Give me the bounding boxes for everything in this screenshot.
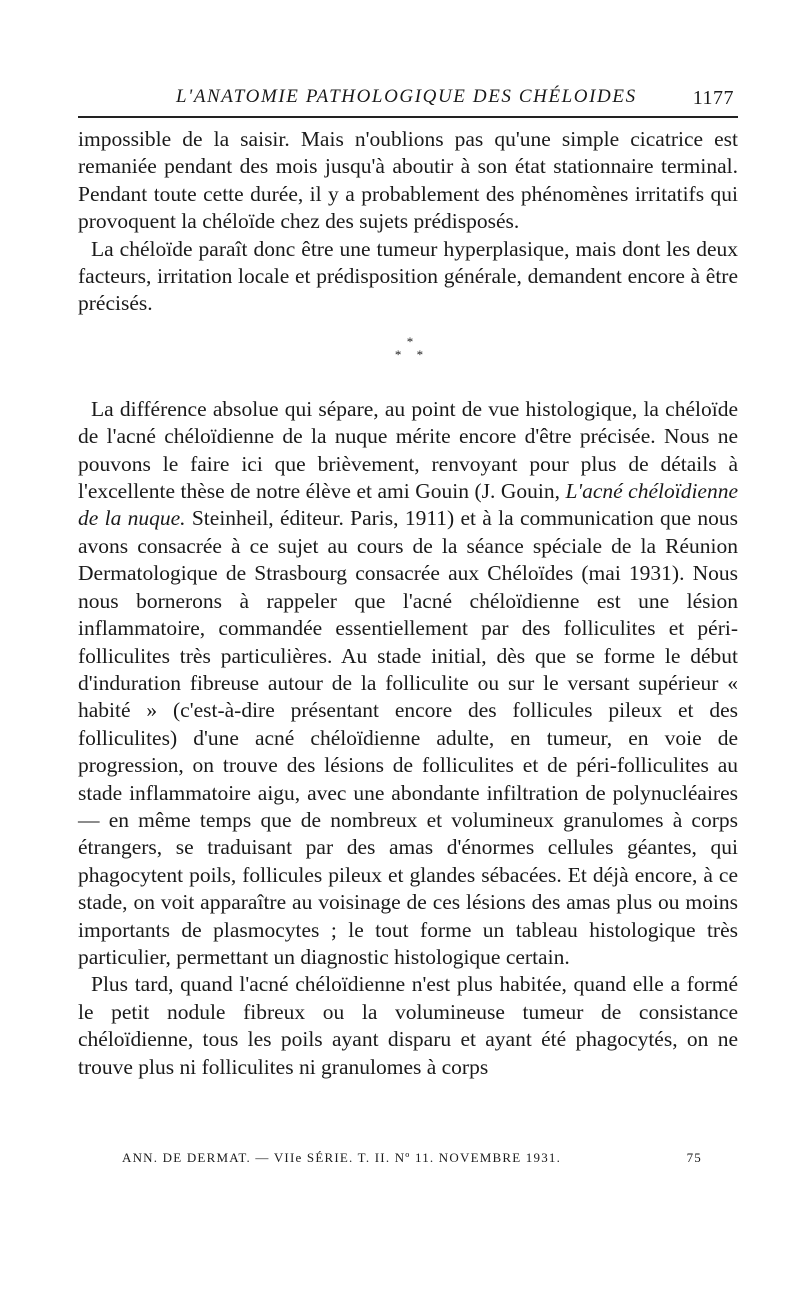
journal-reference: ANN. DE DERMAT. — VIIe SÉRIE. T. II. Nº 11. NOVEMBRE 1931.: [122, 1150, 562, 1165]
asterism-top: *: [406, 333, 414, 349]
body-text: [78, 126, 738, 1081]
asterism-bottom: * *: [394, 346, 430, 362]
page-number: 1177: [692, 87, 734, 109]
running-title: L'ANATOMIE PATHOLOGIQUE DES CHÉLOIDES: [176, 86, 637, 107]
paragraph: [78, 396, 738, 972]
paragraph: La chéloïde paraît donc être une tumeur hyperplasique, mais dont les deux facteurs, irritation locale et prédisposition générale, demandent encore à être précisés.: [78, 236, 738, 316]
cited-title: L'acné chéloïdienne de la nuque.: [78, 479, 738, 531]
running-head: [78, 86, 738, 112]
paragraph-text: Steinheil, éditeur. Paris, 1911) et à la communication que nous avons consacrée à ce sujet au cours de la séance spéciale de la Réunion Dermatologique de Strasbourg consacrée aux Chéloïdes (mai 1931). Nous nous bornerons à rappeler que l'acné chéloïdienne est une lésion inflammatoire, commandée essentiellement par des folliculites et péri-folliculites très particulières. Au stade initial, dès que se forme le début d'induration fibreuse autour de la folliculite ou sur le versant supérieur « habité » (c'est-à-dire présentant encore des follicules pileux et des folliculites) d'une acné chéloïdienne adulte, en tumeur, en voie de progression, on trouve des lésions de folliculites et de péri-folliculites au stade inflammatoire aigu, avec une abondante infiltration de polynucléaires — en même temps que de nombreux et volumineux granulomes à corps étrangers, se traduisant par des amas d'énormes cellules géantes, qui phagocytent poils, follicules pileux et glandes sébacées. Et déjà encore, à ce stade, on voit apparaître au voisinage de ces lésions des amas plus ou moins importants de plasmocytes ; le tout forme un tableau histologique très particulier, permettant un diagnostic histologique certain.: [78, 506, 738, 969]
paragraph: impossible de la saisir. Mais n'oublions pas qu'une simple cicatrice est remaniée pendant des mois jusqu'à aboutir à son état stationnaire terminal. Pendant toute cette durée, il y a probablement des phénomènes irritatifs qui provoquent la chéloïde chez des sujets prédisposés.: [78, 127, 738, 234]
section-asterism: [78, 318, 738, 396]
header-rule: [78, 116, 738, 118]
paragraph-text: La différence absolue qui sépare, au point de vue histologique, la chéloïde de l'acné chéloïdienne de la nuque mérite encore d'être précisée. Nous ne pouvons le faire ici que brièvement, renvoyant pour plus de détails à l'excellente thèse de notre élève et ami Gouin (J. Gouin,: [78, 396, 738, 504]
paragraph: Plus tard, quand l'acné chéloïdienne n'est plus habitée, quand elle a formé le petit nodule fibreux ou la volumineuse tumeur de consistance chéloïdienne, tous les poils ayant disparu et ayant été phagocytés, on ne trouve plus ni folliculites ni granulomes à corps: [78, 972, 738, 1079]
signature-mark: 75: [686, 1150, 702, 1165]
